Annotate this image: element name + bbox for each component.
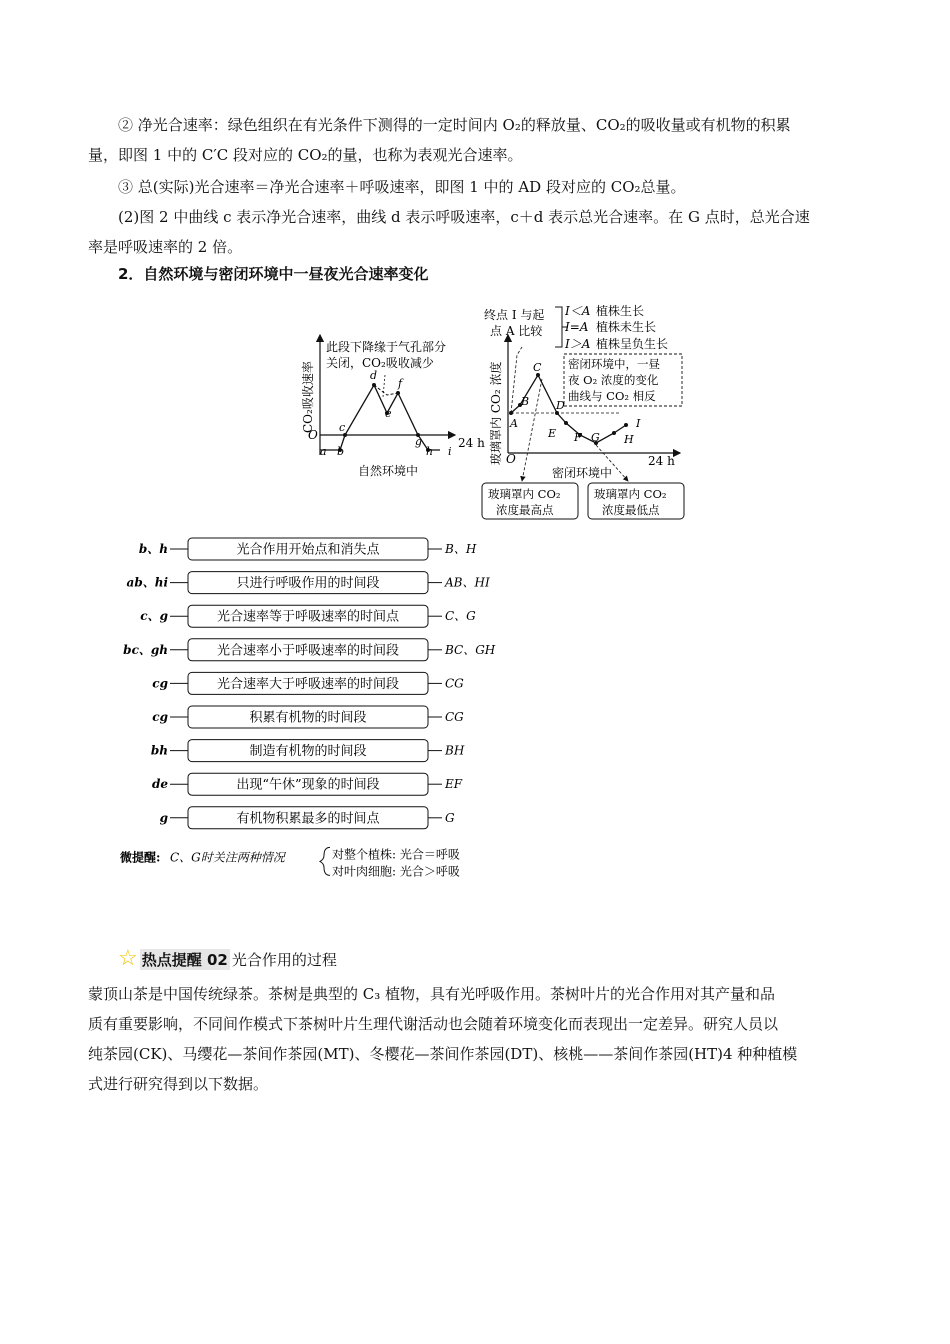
row-mid-label: 制造有机物的时间段 [249, 744, 367, 760]
row-mid-label: 只进行呼吸作用的时间段 [236, 576, 380, 592]
text-line: 质有重要影响，不同间作模式下茶树叶片生理代谢活动也会随着环境变化而表现出一定差异。研究人员以 [88, 1015, 779, 1033]
row-right-label: AB、HI [445, 575, 490, 590]
row-left-label: g [159, 810, 168, 825]
pt-e: e [385, 407, 392, 420]
pt-E: E [548, 427, 557, 440]
tip-item-1: 对整个植株: 光合＝呼吸 [332, 847, 460, 862]
row-mid-label: 光合作用开始点和消失点 [236, 542, 380, 558]
row-right-label: B、H [445, 542, 477, 556]
row-right-label: C、G [445, 609, 476, 624]
pt-B: B [521, 395, 530, 408]
cmp-res-2: 植株未生长 [596, 320, 657, 334]
pt-C: C [533, 361, 542, 374]
row-left-label: cg [152, 710, 168, 724]
pt-G: G [591, 431, 600, 444]
pt-A: A [510, 417, 518, 430]
text-line: (2)图 2 中曲线 c 表示净光合速率，曲线 d 表示呼吸速率，c＋d 表示总光合速率。在 G 点时，总光合速 [118, 208, 810, 226]
pt-g: g [415, 435, 423, 448]
row-right-label: CG [445, 676, 464, 691]
paragraph-curves [88, 202, 868, 262]
pt-H: H [624, 433, 634, 446]
pt-i: i [448, 445, 452, 458]
hot-tip-tag: 热点提醒 02 [141, 950, 228, 969]
row-right-label: EF [445, 777, 463, 792]
paragraph-tea-study [88, 979, 868, 1099]
pt-a: a [320, 445, 327, 458]
pt-F: F [574, 431, 582, 444]
pt-I: I [636, 417, 641, 430]
left-note-2: 关闭，CO₂吸收减少 [326, 356, 434, 370]
row-right-label: CG [445, 710, 464, 724]
row-mid-label: 光合速率小于呼吸速率的时间段 [216, 643, 400, 659]
paragraph-net-rate [88, 110, 868, 170]
pt-c: c [339, 421, 346, 434]
hot-tip-title: 光合作用的过程 [231, 950, 337, 969]
text-line: ② 净光合速率：绿色组织在有光条件下测得的一定时间内 O₂的释放量、CO₂的吸收量或有机物的积累 [118, 116, 791, 134]
row-left-label: c、g [140, 609, 168, 624]
right-origin: O [506, 452, 516, 466]
pt-f: f [398, 377, 403, 390]
tip-text: C、G时关注两种情况 [170, 850, 285, 865]
row-mid-label: 出现“午休”现象的时间段 [236, 777, 380, 793]
row-left-label: ab、hi [126, 575, 168, 590]
right-ylabel: 玻璃罩内 CO₂ 浓度 [489, 361, 503, 465]
box-high-2: 浓度最高点 [496, 503, 554, 517]
left-origin: O [308, 428, 318, 442]
left-xend: 24 h [458, 436, 485, 450]
pt-h: h [426, 445, 434, 458]
natural-environment-graph [300, 335, 485, 478]
closed-environment-graph [482, 303, 684, 519]
text-line: 纯茶园(CK)、马缨花—茶间作茶园(MT)、冬樱花—茶间作茶园(DT)、核桃——茶间作茶园(HT)4 种种植模 [88, 1045, 798, 1063]
pt-D: D [556, 399, 565, 412]
cmp-cond-2: I=A [565, 320, 589, 334]
row-right-label: BC、GH [445, 642, 496, 657]
tip-label: 微提醒: [120, 850, 161, 865]
text-line: 量，即图 1 中的 C′C 段对应的 CO₂的量，也称为表观光合速率。 [88, 146, 523, 164]
cmp-cond-1: I＜A [565, 304, 591, 318]
right-xend: 24 h [648, 454, 675, 468]
row-left-label: bh [150, 743, 168, 758]
left-note-1: 此段下降缘于气孔部分 [326, 340, 447, 354]
cmp-res-1: 植株生长 [596, 304, 645, 318]
pt-b: b [337, 445, 345, 458]
left-caption: 自然环境中 [358, 464, 419, 478]
section-heading: 2．自然环境与密闭环境中一昼夜光合速率变化 [118, 265, 429, 283]
hot-tip-heading [118, 948, 337, 970]
pt-d: d [370, 369, 378, 382]
box-low-1: 玻璃罩内 CO₂ [594, 487, 667, 501]
text-line: 蒙顶山茶是中国传统绿茶。茶树是典型的 C₃ 植物，具有光呼吸作用。茶树叶片的光合作用对其产量和品 [88, 985, 776, 1003]
cmp-cond-3: I＞A [565, 337, 591, 351]
row-mid-label: 积累有机物的时间段 [249, 710, 367, 726]
paragraph-total-rate: ③ 总(实际)光合速率＝净光合速率＋呼吸速率，即图 1 中的 AD 段对应的 CO₂总量。 [118, 178, 686, 196]
row-left-label: b、h [138, 542, 168, 556]
text-line: 率是呼吸速率的 2 倍。 [88, 238, 243, 256]
text-line: 式进行研究得到以下数据。 [88, 1075, 269, 1093]
photosynthesis-figure [290, 295, 710, 525]
row-right-label: BH [445, 743, 465, 758]
row-left-label: bc、gh [123, 642, 168, 657]
row-right-label: G [445, 810, 455, 825]
right-note-2: 夜 O₂ 浓度的变化 [568, 373, 659, 387]
tip-item-2: 对叶肉细胞: 光合＞呼吸 [332, 864, 460, 879]
right-note-3: 曲线与 CO₂ 相反 [568, 389, 656, 403]
right-caption: 密闭环境中 [552, 466, 613, 480]
row-left-label: cg [152, 676, 168, 691]
right-note-1: 密闭环境中，一昼 [568, 357, 660, 371]
left-ylabel: CO₂吸收速率 [301, 361, 315, 433]
box-low-2: 浓度最低点 [602, 503, 660, 517]
row-left-label: de [151, 777, 168, 792]
endpoint-2: 点 A 比较 [490, 324, 543, 338]
endpoint-1: 终点 I 与起 [484, 308, 545, 322]
row-mid-label: 光合速率大于呼吸速率的时间段 [216, 676, 400, 692]
row-mid-label: 光合速率等于呼吸速率的时间点 [216, 609, 400, 625]
tip-brace [320, 847, 330, 875]
comparison-table [120, 535, 520, 885]
row-mid-label: 有机物积累最多的时间点 [236, 811, 380, 827]
box-high-1: 玻璃罩内 CO₂ [488, 487, 561, 501]
cmp-res-3: 植株呈负生长 [596, 337, 669, 351]
star-icon: ☆ [118, 946, 138, 971]
